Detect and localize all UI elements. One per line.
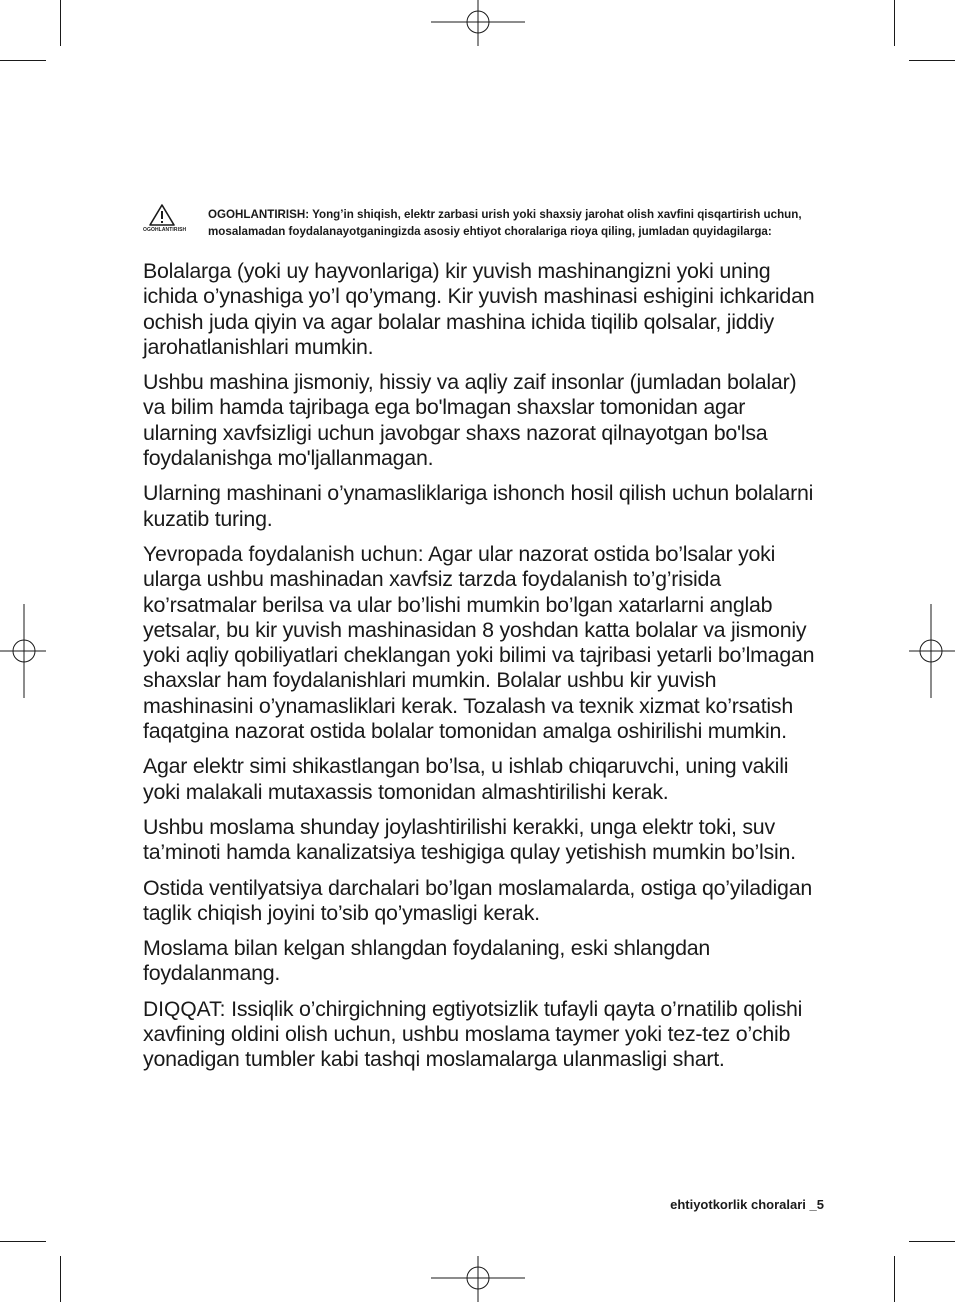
crop-mark [60,0,61,46]
page-footer [670,1197,824,1212]
paragraph: Yevropada foydalanish uchun: Agar ular nazorat ostida bo’lsalar yoki ularga ushbu mashinadan xavfsiz tarzda foydalanish to’g’risida ko’rsatmalar berilsa va ular bo’lishi mumkin bo’lgan xatarlarni anglab yetsalar, bu kir yuvish mashinasidan 8 yoshdan katta bolalar va jismoniy yoki aqliy qobiliyatlari cheklangan yoki bilimi va tajribasi yetarli bo’lmagan shaxslar ham foydalanishlari mumkin. Bolalar ushbu kir yuvish mashinasini o’ynamasliklari kerak. Tozalash va texnik xizmat ko’rsatish faqatgina nazorat ostida bolalar tomonidan amalga oshirilishi mumkin. [143,541,815,744]
crop-mark [894,0,895,46]
paragraph: Ularning mashinani o’ynamasliklariga ishonch hosil qilish uchun bolalarni kuzatib turing. [143,481,814,531]
crop-mark [909,60,955,61]
warning-icon-box [143,204,187,233]
warning-text: OGOHLANTIRISH: Yong’in shiqish, elektr zarbasi urish yoki shaxsiy jarohat olish xavfini qisqartirish uchun, mosalamadan foydalanayotganingizda asosiy ehtiyot choralariga rioya qiling, jumladan quyidagilarga: [208,208,802,238]
crop-mark [894,1256,895,1302]
paragraph: Ushbu moslama shunday joylashtirilishi kerakki, unga elektr toki, suv ta’minoti hamda kanalizatsiya teshigiga qulay yetishish mumkin bo’lsin. [143,814,796,865]
registration-mark-bottom [431,1256,525,1302]
footer-section-title: ehtiyotkorlik choralari _ [670,1197,817,1212]
paragraph-lead: Yevropada foydalanish uchun: [143,542,424,566]
paragraph: Moslama bilan kelgan shlangdan foydalaning, eski shlangdan foydalanmang. [143,936,711,986]
paragraph: Bolalarga (yoki uy hayvonlariga) kir yuvish mashinangizni yoki uning ichida o’ynashiga yo’l qo’ymang. Kir yuvish mashinasi eshigini ichkaridan ochish juda qiyin va agar bolalar mashina ichida tiqilib qolsalar, jiddiy jarohatlanishlari mumkin. [143,259,815,359]
page-number: 5 [816,1197,824,1212]
registration-mark-right [909,604,955,698]
paragraph: DIQQAT: Issiqlik o’chirgichning egtiyotsizlik tufayli qayta o’rnatilib qolishi xavfining oldini olish uchun, ushbu moslama taymer yoki tez-tez o’chib yonadigan tumbler kabi tashqi moslamalarga ulanmasligi shart. [143,996,803,1072]
registration-mark-top [431,0,525,46]
paragraph: Ostida ventilyatsiya darchalari bo’lgan moslamalarda, ostiga qo’yiladigan taglik chiqish joyini to’sib qo’ymasligi kerak. [143,875,812,925]
warning-triangle-icon [149,204,175,226]
paragraph: Ushbu mashina jismoniy, hissiy va aqliy zaif insonlar (jumladan bolalar) va bilim hamda tajribaga ega bo'lmagan shaxslar tomonidan agar ularning xavfsizligi uchun javobgar shaxs nazorat qilnayotgan bo'lsa foydalanishga mo'ljallanmagan. [143,370,797,471]
paragraph-lead: DIQQAT: [143,997,226,1021]
crop-mark [909,1241,955,1242]
paragraph: Agar elektr simi shikastlangan bo’lsa, u ishlab chiqaruvchi, uning vakili yoki malakali mutaxassis tomonidan almashtirilishi kerak. [143,754,789,804]
crop-mark [0,60,46,61]
crop-mark [0,1241,46,1242]
document-body [143,259,823,1083]
registration-mark-left [0,604,46,698]
warning-icon-caption: OGOHLANTIRISH [143,227,187,233]
crop-mark [60,1256,61,1302]
